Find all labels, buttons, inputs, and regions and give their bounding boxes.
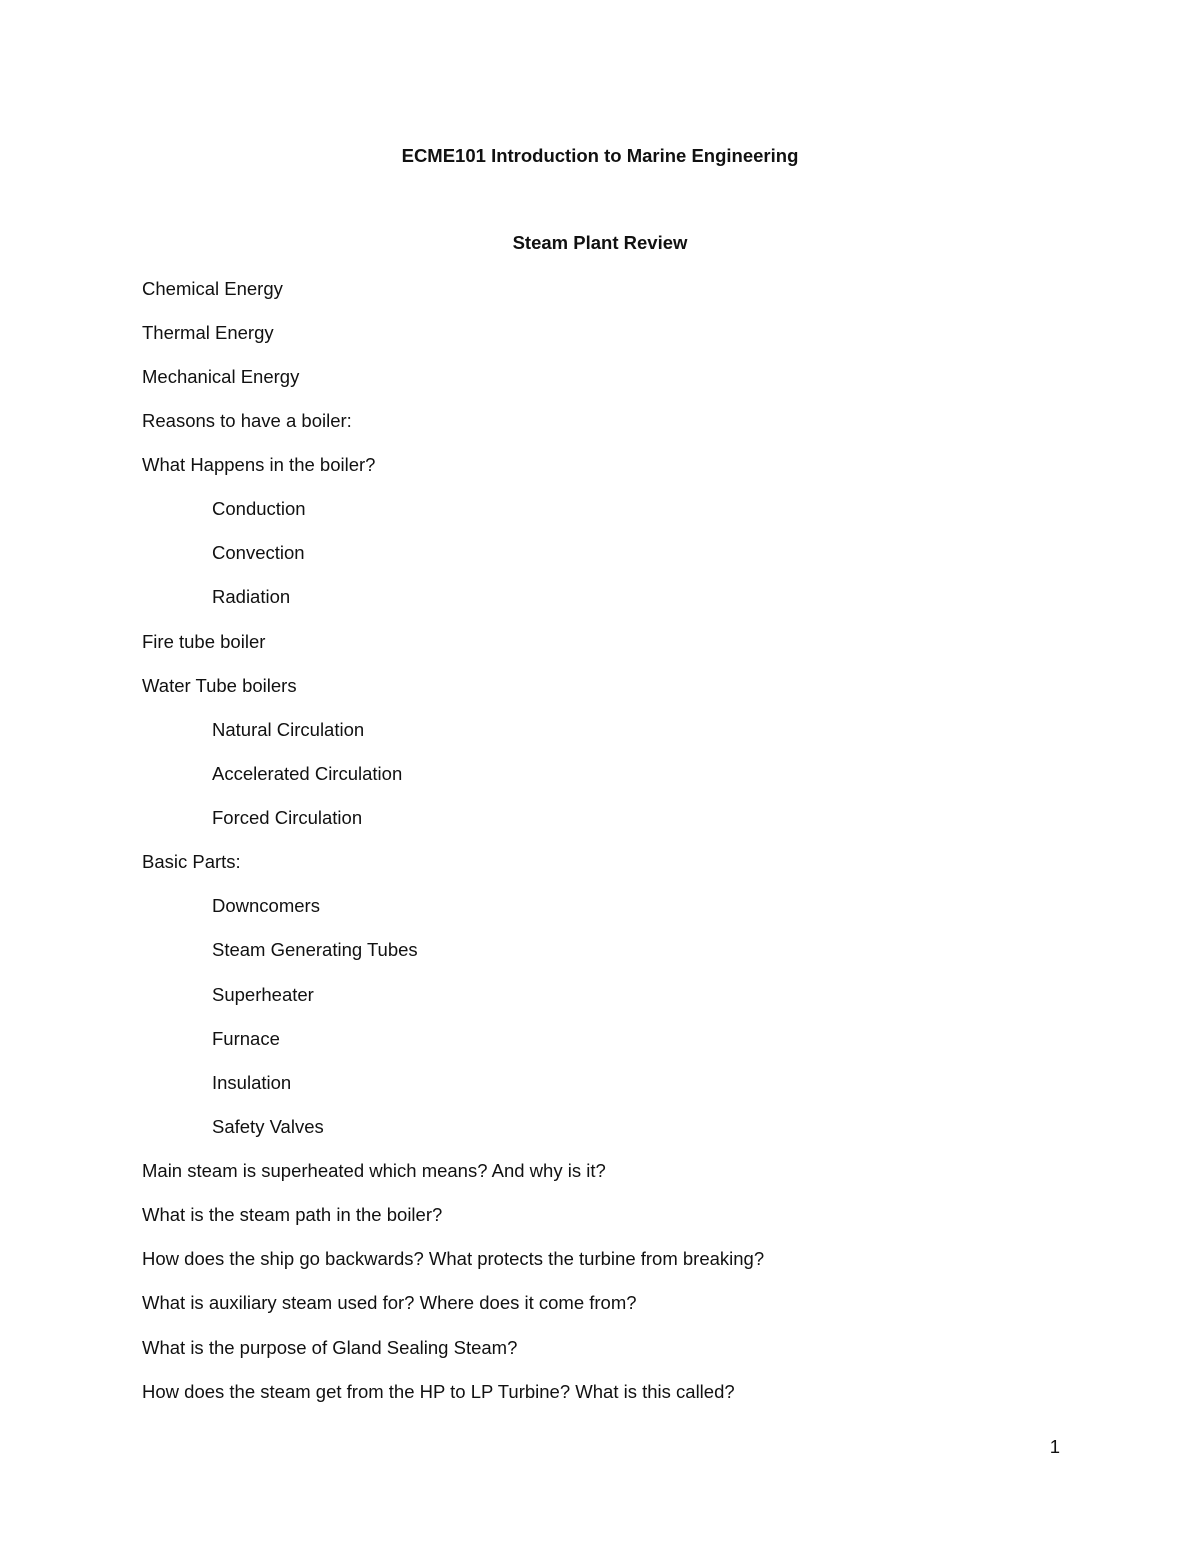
topic-line: How does the steam get from the HP to LP Turbine? What is this called?	[142, 1381, 735, 1402]
subtopic-line: Forced Circulation	[212, 807, 363, 828]
document-title: ECME101 Introduction to Marine Engineering	[401, 145, 799, 166]
topic-line: Basic Parts:	[142, 851, 241, 872]
subtopic-line: Convection	[212, 542, 305, 563]
topic-line: Reasons to have a boiler:	[142, 410, 352, 431]
subtopic-line: Furnace	[212, 1028, 280, 1049]
subtopic-line: Radiation	[212, 586, 291, 607]
subtopic-line: Downcomers	[212, 895, 320, 916]
subtopic-line: Conduction	[212, 498, 306, 519]
document-subtitle: Steam Plant Review	[512, 232, 688, 253]
topic-line: Main steam is superheated which means? And why is it?	[142, 1160, 606, 1181]
subtopic-line: Steam Generating Tubes	[212, 939, 418, 960]
topic-line: What is the purpose of Gland Sealing Steam?	[142, 1337, 518, 1358]
subtopic-line: Accelerated Circulation	[212, 763, 403, 784]
topic-line: Chemical Energy	[142, 278, 283, 299]
topic-line: Fire tube boiler	[142, 631, 266, 652]
topic-line: Mechanical Energy	[142, 366, 300, 387]
page-number: 1	[1049, 1436, 1060, 1457]
topic-line: Thermal Energy	[142, 322, 274, 343]
subtopic-line: Superheater	[212, 984, 314, 1005]
subtopic-line: Safety Valves	[212, 1116, 324, 1137]
topic-line: Water Tube boilers	[142, 675, 297, 696]
subtopic-line: Natural Circulation	[212, 719, 365, 740]
topic-line: What Happens in the boiler?	[142, 454, 376, 475]
topic-line: What is auxiliary steam used for? Where does it come from?	[142, 1292, 637, 1313]
topic-line: How does the ship go backwards? What protects the turbine from breaking?	[142, 1248, 765, 1269]
topic-line: What is the steam path in the boiler?	[142, 1204, 443, 1225]
subtopic-line: Insulation	[212, 1072, 292, 1093]
